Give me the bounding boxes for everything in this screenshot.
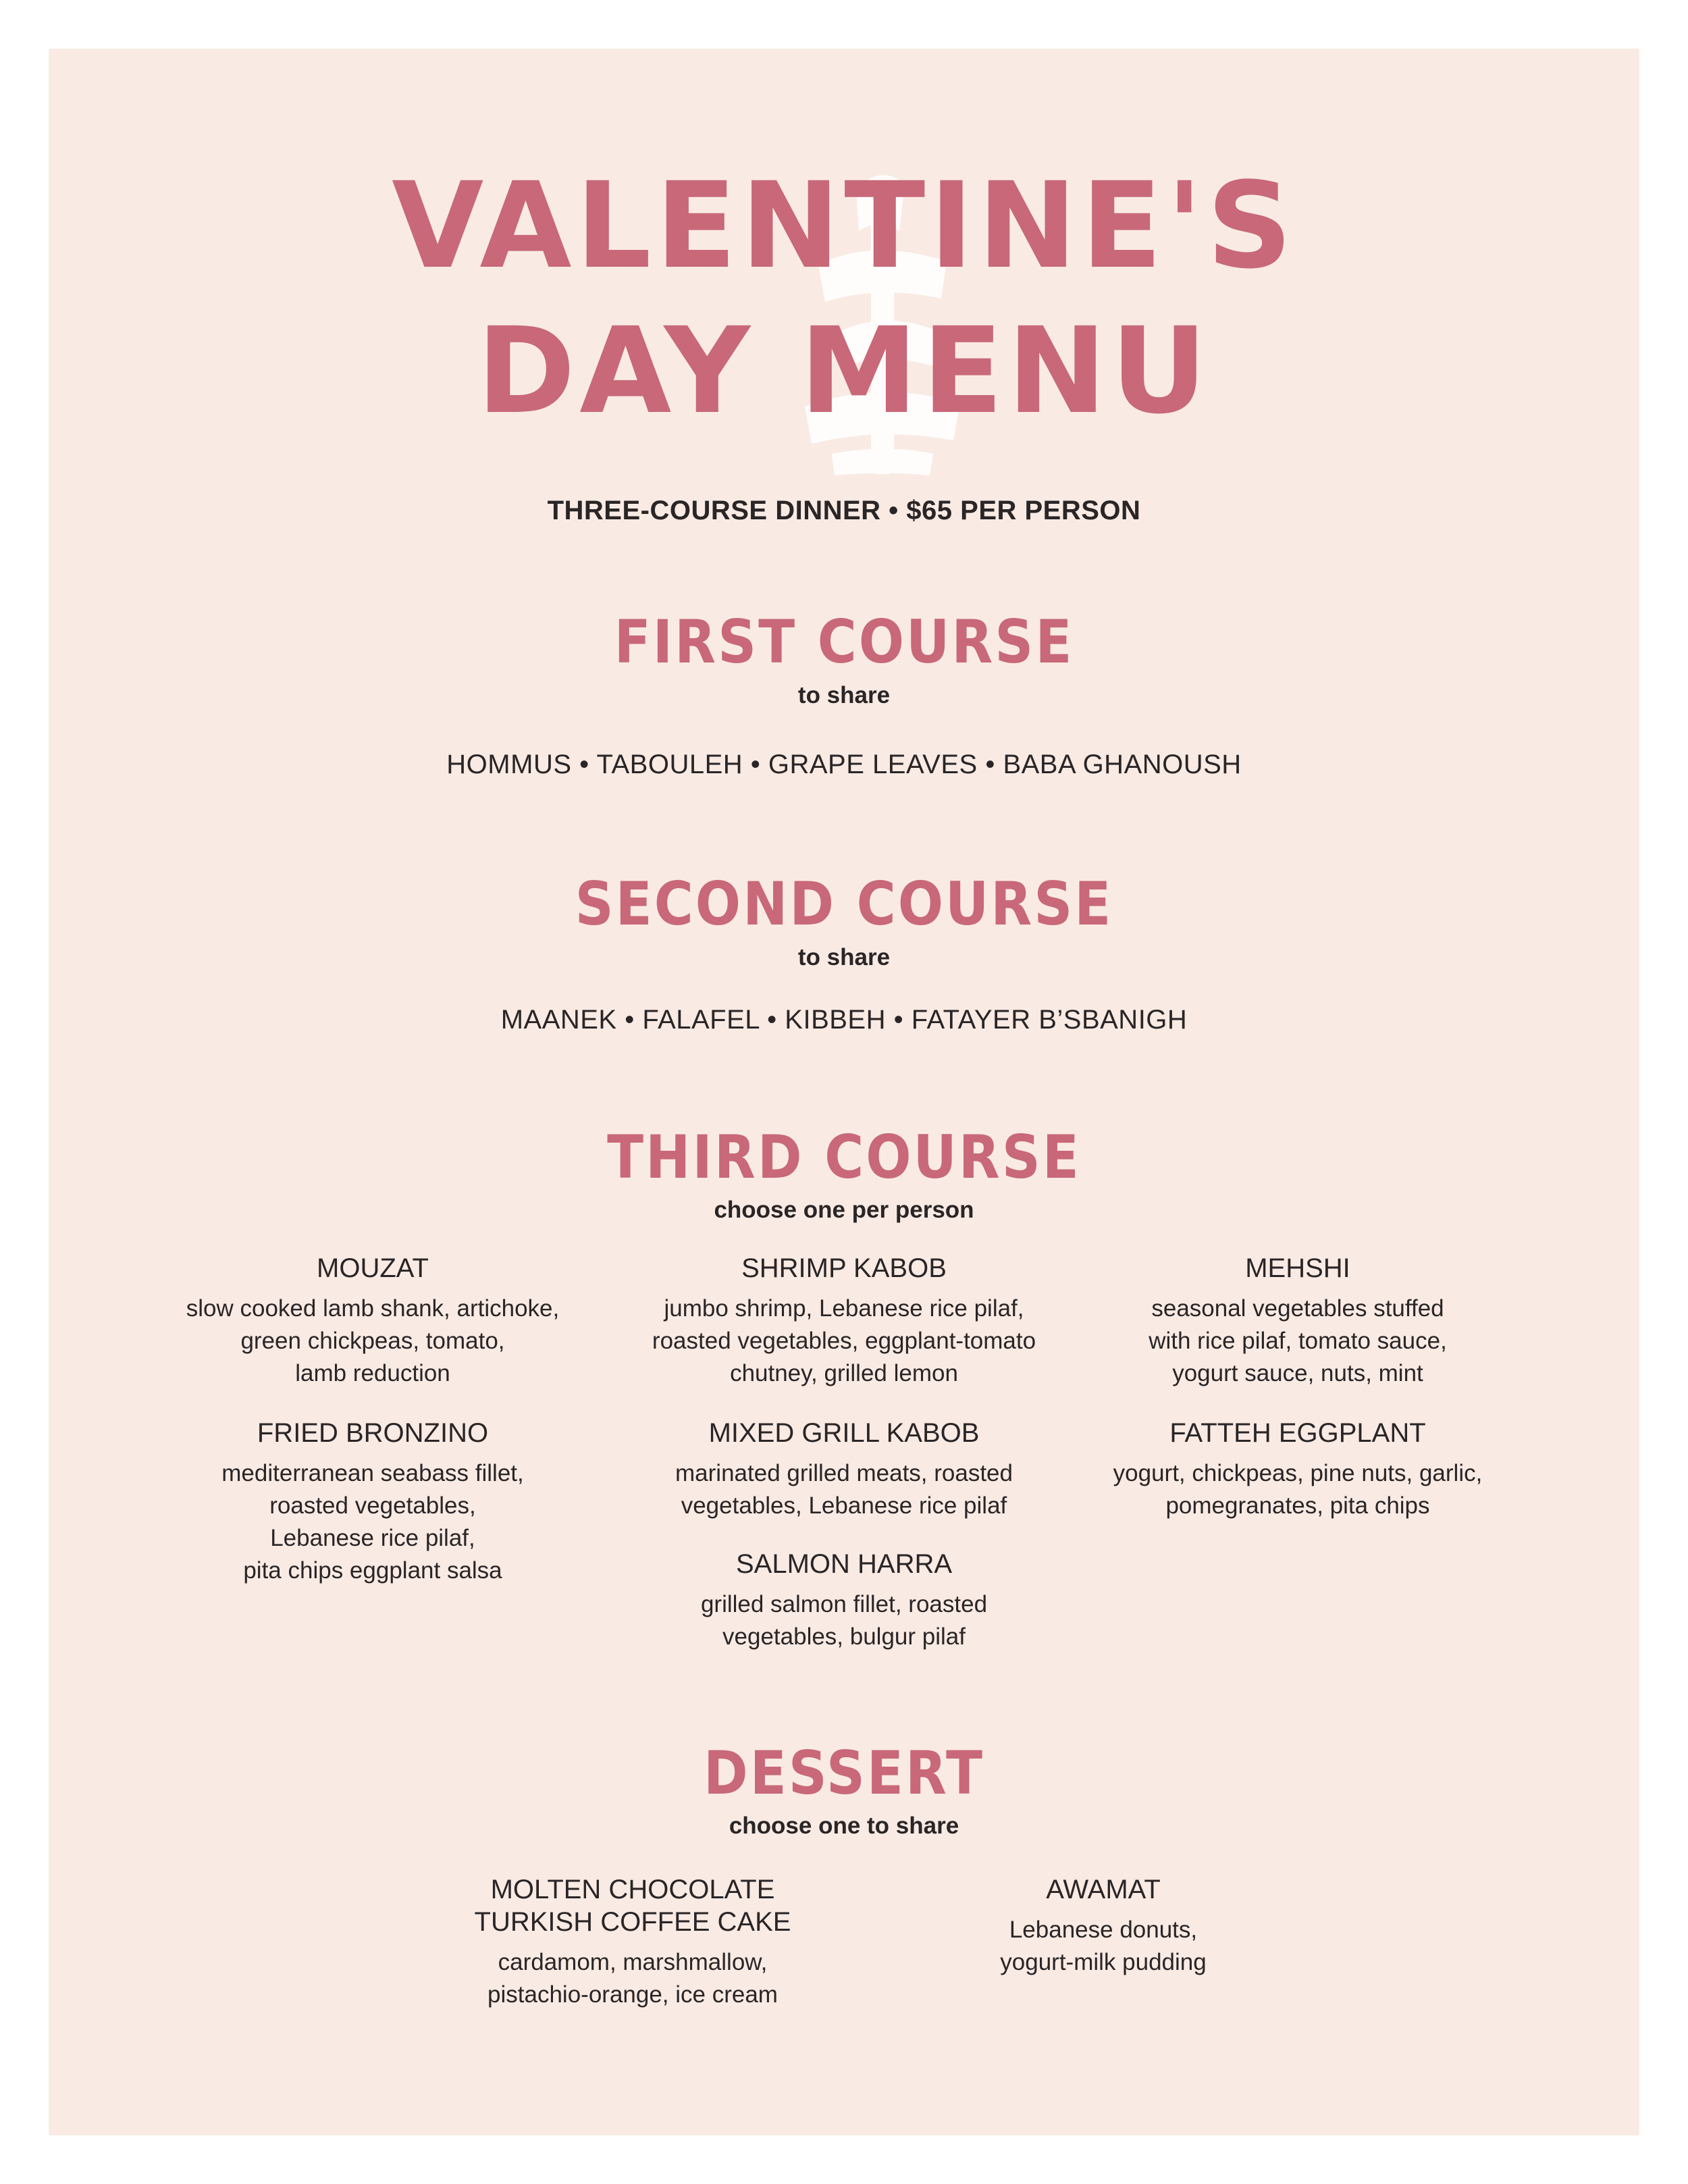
dessert-molten-chocolate-cake <box>430 1873 835 2011</box>
dessert-heading: DESSERT <box>703 1738 985 1808</box>
dish-fried-bronzino <box>136 1417 609 1587</box>
dish-name: SHRIMP KABOB <box>741 1253 947 1283</box>
dish-description: seasonal vegetables stuffed with rice pilaf, tomato sauce, yogurt sauce, nuts, mint <box>1149 1295 1447 1386</box>
dish-name: MIXED GRILL KABOB <box>708 1418 980 1448</box>
dish-description: grilled salmon fillet, roasted vegetables, bulgur pilaf <box>700 1591 988 1650</box>
dish-description: mediterranean seabass fillet, roasted vegetables, Lebanese rice pilaf, pita chips eggplant salsa <box>221 1460 524 1584</box>
dessert-note: choose one to share <box>729 1813 959 1839</box>
dish-name: AWAMAT <box>1046 1875 1161 1904</box>
menu-sheet <box>49 49 1639 2135</box>
dish-description: Lebanese donuts, yogurt-milk pudding <box>1000 1917 1207 1975</box>
third-course-heading: THIRD COURSE <box>607 1122 1081 1192</box>
dish-name: MEHSHI <box>1245 1253 1350 1283</box>
dish-name: FATTEH EGGPLANT <box>1169 1418 1426 1448</box>
dish-name: MOLTEN CHOCOLATE TURKISH COFFEE CAKE <box>474 1875 791 1937</box>
second-course-note: to share <box>797 944 891 970</box>
dish-fatteh-eggplant <box>1061 1417 1534 1522</box>
dish-description: marinated grilled meats, roasted vegetables, Lebanese rice pilaf <box>675 1460 1013 1519</box>
dish-description: cardamom, marshmallow, pistachio-orange, ice cream <box>487 1949 778 2008</box>
dish-salmon-harra <box>608 1548 1080 1653</box>
dish-name: MOUZAT <box>317 1253 429 1283</box>
dish-name: SALMON HARRA <box>735 1549 953 1579</box>
menu-title-line-2: DAY MENU <box>477 302 1211 440</box>
dish-description: jumbo shrimp, Lebanese rice pilaf, roasted vegetables, eggplant-tomato chutney, grilled lemon <box>652 1295 1036 1386</box>
dish-mehshi <box>1061 1252 1534 1390</box>
dish-mouzat <box>136 1252 609 1390</box>
second-course-heading: SECOND COURSE <box>575 869 1113 939</box>
second-course-items: MAANEK • FALAFEL • KIBBEH • FATAYER B’SBANIGH <box>500 1005 1188 1035</box>
dish-name: FRIED BRONZINO <box>257 1418 489 1448</box>
menu-title-line-1: VALENTINE'S <box>392 157 1296 295</box>
first-course-note: to share <box>797 682 891 708</box>
dish-shrimp-kabob <box>608 1252 1080 1390</box>
first-course-items: HOMMUS • TABOULEH • GRAPE LEAVES • BABA GHANOUSH <box>446 750 1242 779</box>
third-course-note: choose one per person <box>714 1197 974 1223</box>
menu-subtitle: THREE-COURSE DINNER • $65 PER PERSON <box>547 496 1141 525</box>
first-course-heading: FIRST COURSE <box>614 607 1074 677</box>
dish-description: slow cooked lamb shank, artichoke, green chickpeas, tomato, lamb reduction <box>186 1295 560 1386</box>
dish-mixed-grill-kabob <box>608 1417 1080 1522</box>
dessert-awamat <box>901 1873 1306 1979</box>
dish-description: yogurt, chickpeas, pine nuts, garlic, pomegranates, pita chips <box>1113 1460 1483 1519</box>
